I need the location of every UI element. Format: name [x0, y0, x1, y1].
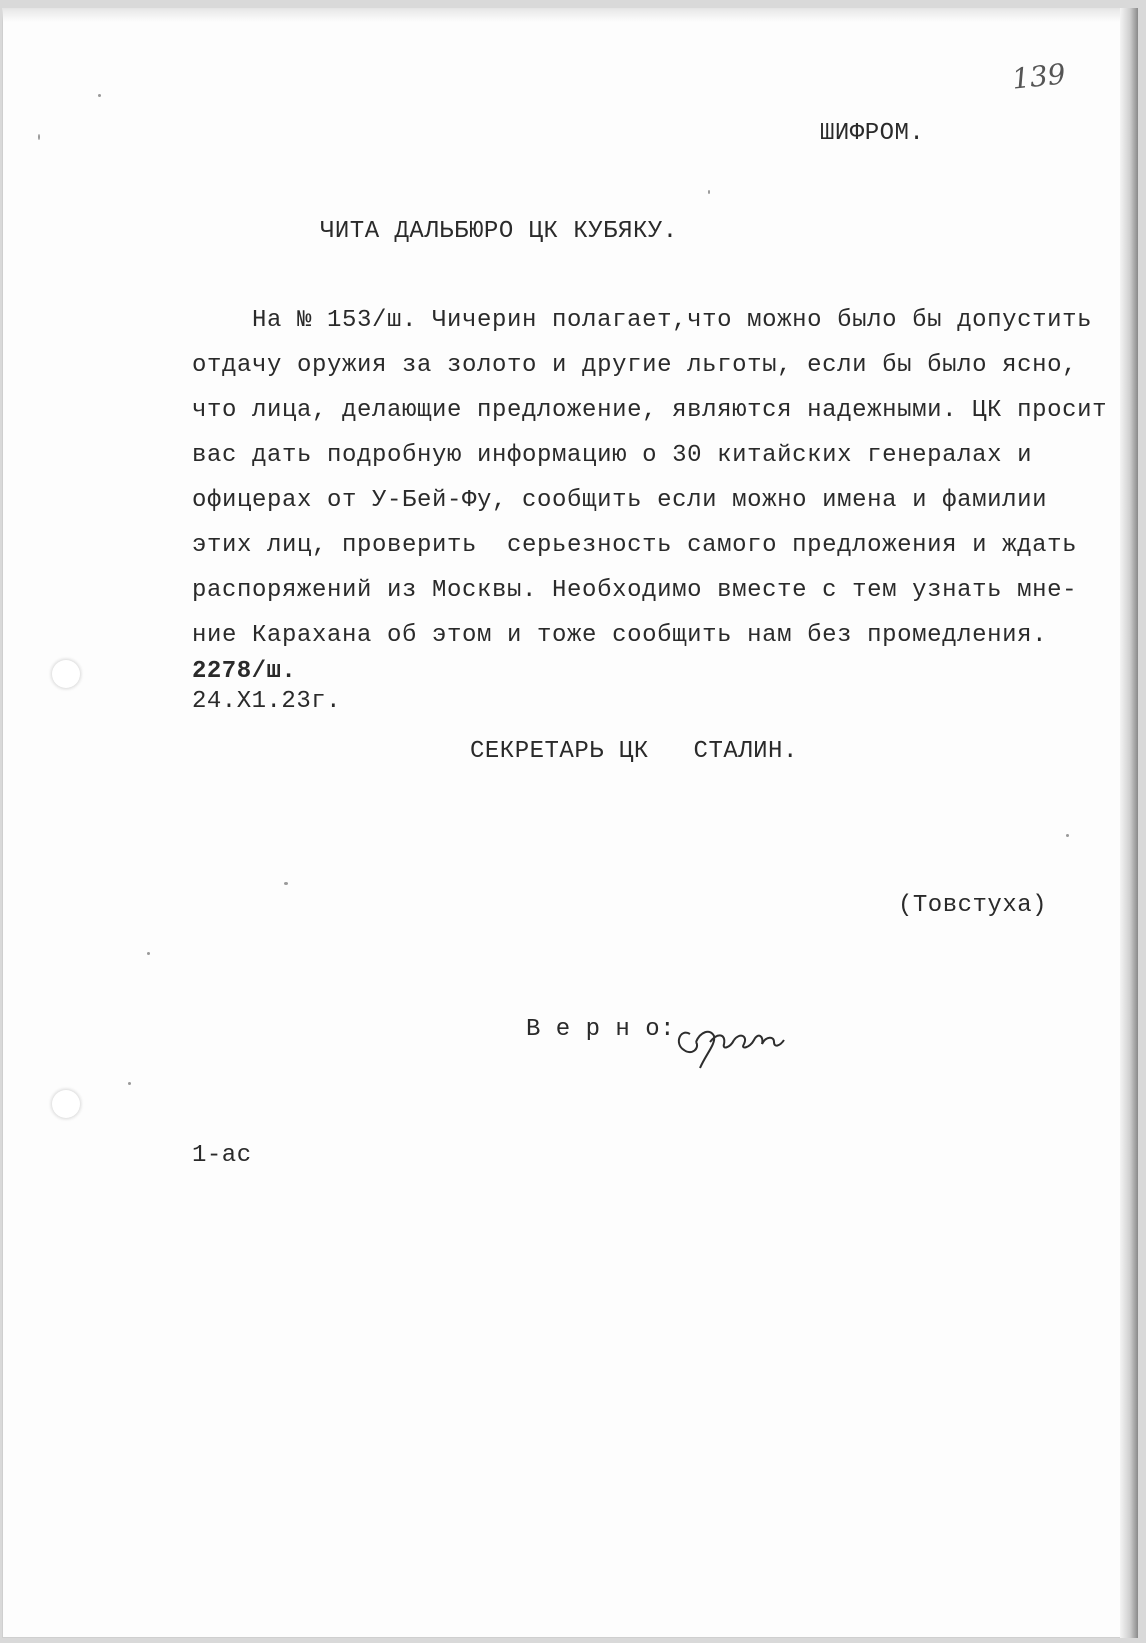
body-line: вас дать подробную информацию о 30 китайских генералах и [192, 442, 1033, 469]
body-line: ние Карахана об этом и тоже сообщить нам без промедления. [192, 622, 1048, 649]
body-line: отдачу оружия за золото и другие льготы, если бы было ясно, [192, 352, 1078, 379]
paper-speck [1066, 834, 1069, 837]
reference-number: 2278/ш. [192, 658, 297, 685]
addressee-line: ЧИТА ДАЛЬБЮРО ЦК КУБЯКУ. [320, 218, 678, 245]
body-line: что лица, делающие предложение, являются надежными. ЦК просит [192, 397, 1108, 424]
footer-code: 1-ас [192, 1142, 252, 1169]
message-body [192, 298, 1108, 658]
paper-speck [38, 134, 40, 140]
paper-speck [128, 1082, 131, 1085]
document-page [2, 8, 1138, 1638]
punch-hole-bottom [52, 1090, 80, 1118]
signatory-line: СЕКРЕТАРЬ ЦК СТАЛИН. [470, 738, 798, 765]
body-line: этих лиц, проверить серьезность самого предложения и ждать [192, 532, 1078, 559]
copied-by-name: (Товстуха) [898, 892, 1048, 919]
document-date: 24.Х1.23г. [192, 688, 342, 715]
classification-heading: ШИФРОМ. [820, 120, 925, 147]
handwritten-signature [670, 1014, 790, 1079]
body-line: распоряжений из Москвы. Необходимо вместе с тем узнать мне- [192, 577, 1078, 604]
verified-label: В е р н о: [526, 1016, 676, 1043]
paper-speck [98, 94, 101, 97]
paper-speck [708, 190, 710, 194]
body-line: На № 153/ш. Чичерин полагает,что можно было бы допустить [192, 307, 1093, 334]
paper-speck [147, 952, 150, 955]
punch-hole-top [52, 660, 80, 688]
archive-page-number: 139 [1010, 57, 1068, 96]
paper-speck [284, 882, 288, 885]
body-line: офицерах от У-Бей-Фу, сообщить если можно имена и фамилии [192, 487, 1048, 514]
page-fold-edge [1120, 8, 1138, 1638]
